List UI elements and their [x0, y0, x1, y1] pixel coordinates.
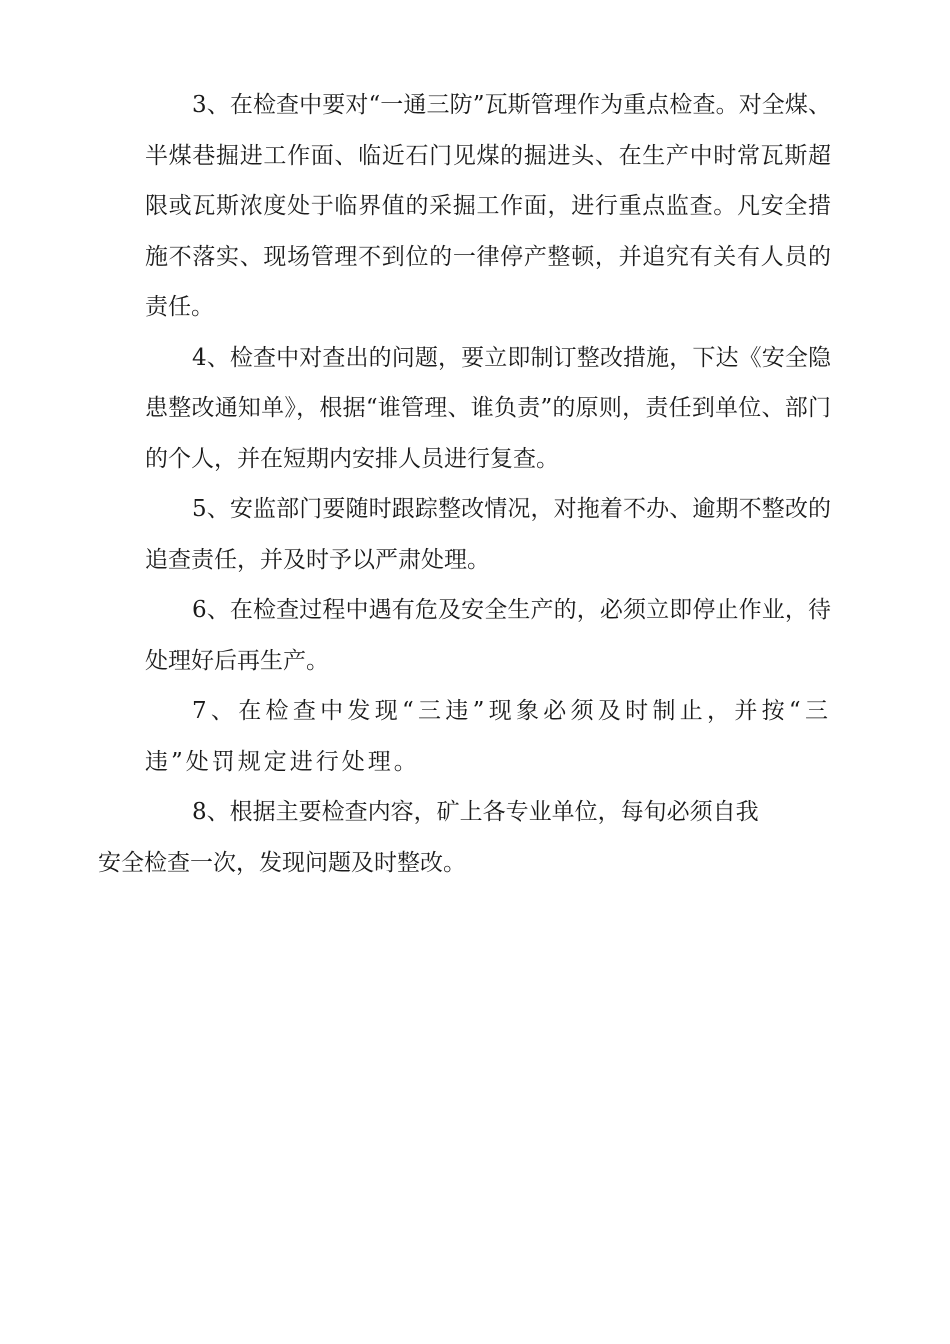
document-body [98, 80, 831, 888]
paragraph-item-7: 7、在检查中发现“三违”现象必须及时制止，并按“三违”处罚规定进行处理。 [145, 698, 831, 775]
paragraph-item-4: 4、检查中对查出的问题，要立即制订整改措施，下达《安全隐患整改通知单》，根据“谁管理、谁负责”的原则，责任到单位、部门的个人，并在短期内安排人员进行复查。 [145, 344, 831, 472]
paragraph-item-3: 3、在检查中要对“一通三防”瓦斯管理作为重点检查。对全煤、半煤巷掘进工作面、临近石门见煤的掘进头、在生产中时常瓦斯超限或瓦斯浓度处于临界值的采掘工作面，进行重点监查。凡安全措施不落实、现场管理不到位的一律停产整顿，并追究有关有人员的责任。 [145, 92, 831, 320]
paragraph-item-8-line-1: 8、根据主要检查内容，矿上各专业单位，每旬必须自我 [192, 799, 759, 825]
paragraph-item-8 [98, 787, 831, 888]
paragraph-item-6: 6、在检查过程中遇有危及安全生产的，必须立即停止作业，待处理好后再生产。 [145, 597, 831, 674]
paragraph-item-5: 5、安监部门要随时跟踪整改情况，对拖着不办、逾期不整改的追查责任，并及时予以严肃处理。 [145, 496, 831, 573]
paragraph-item-8-line-2: 安全检查一次，发现问题及时整改。 [98, 849, 466, 876]
